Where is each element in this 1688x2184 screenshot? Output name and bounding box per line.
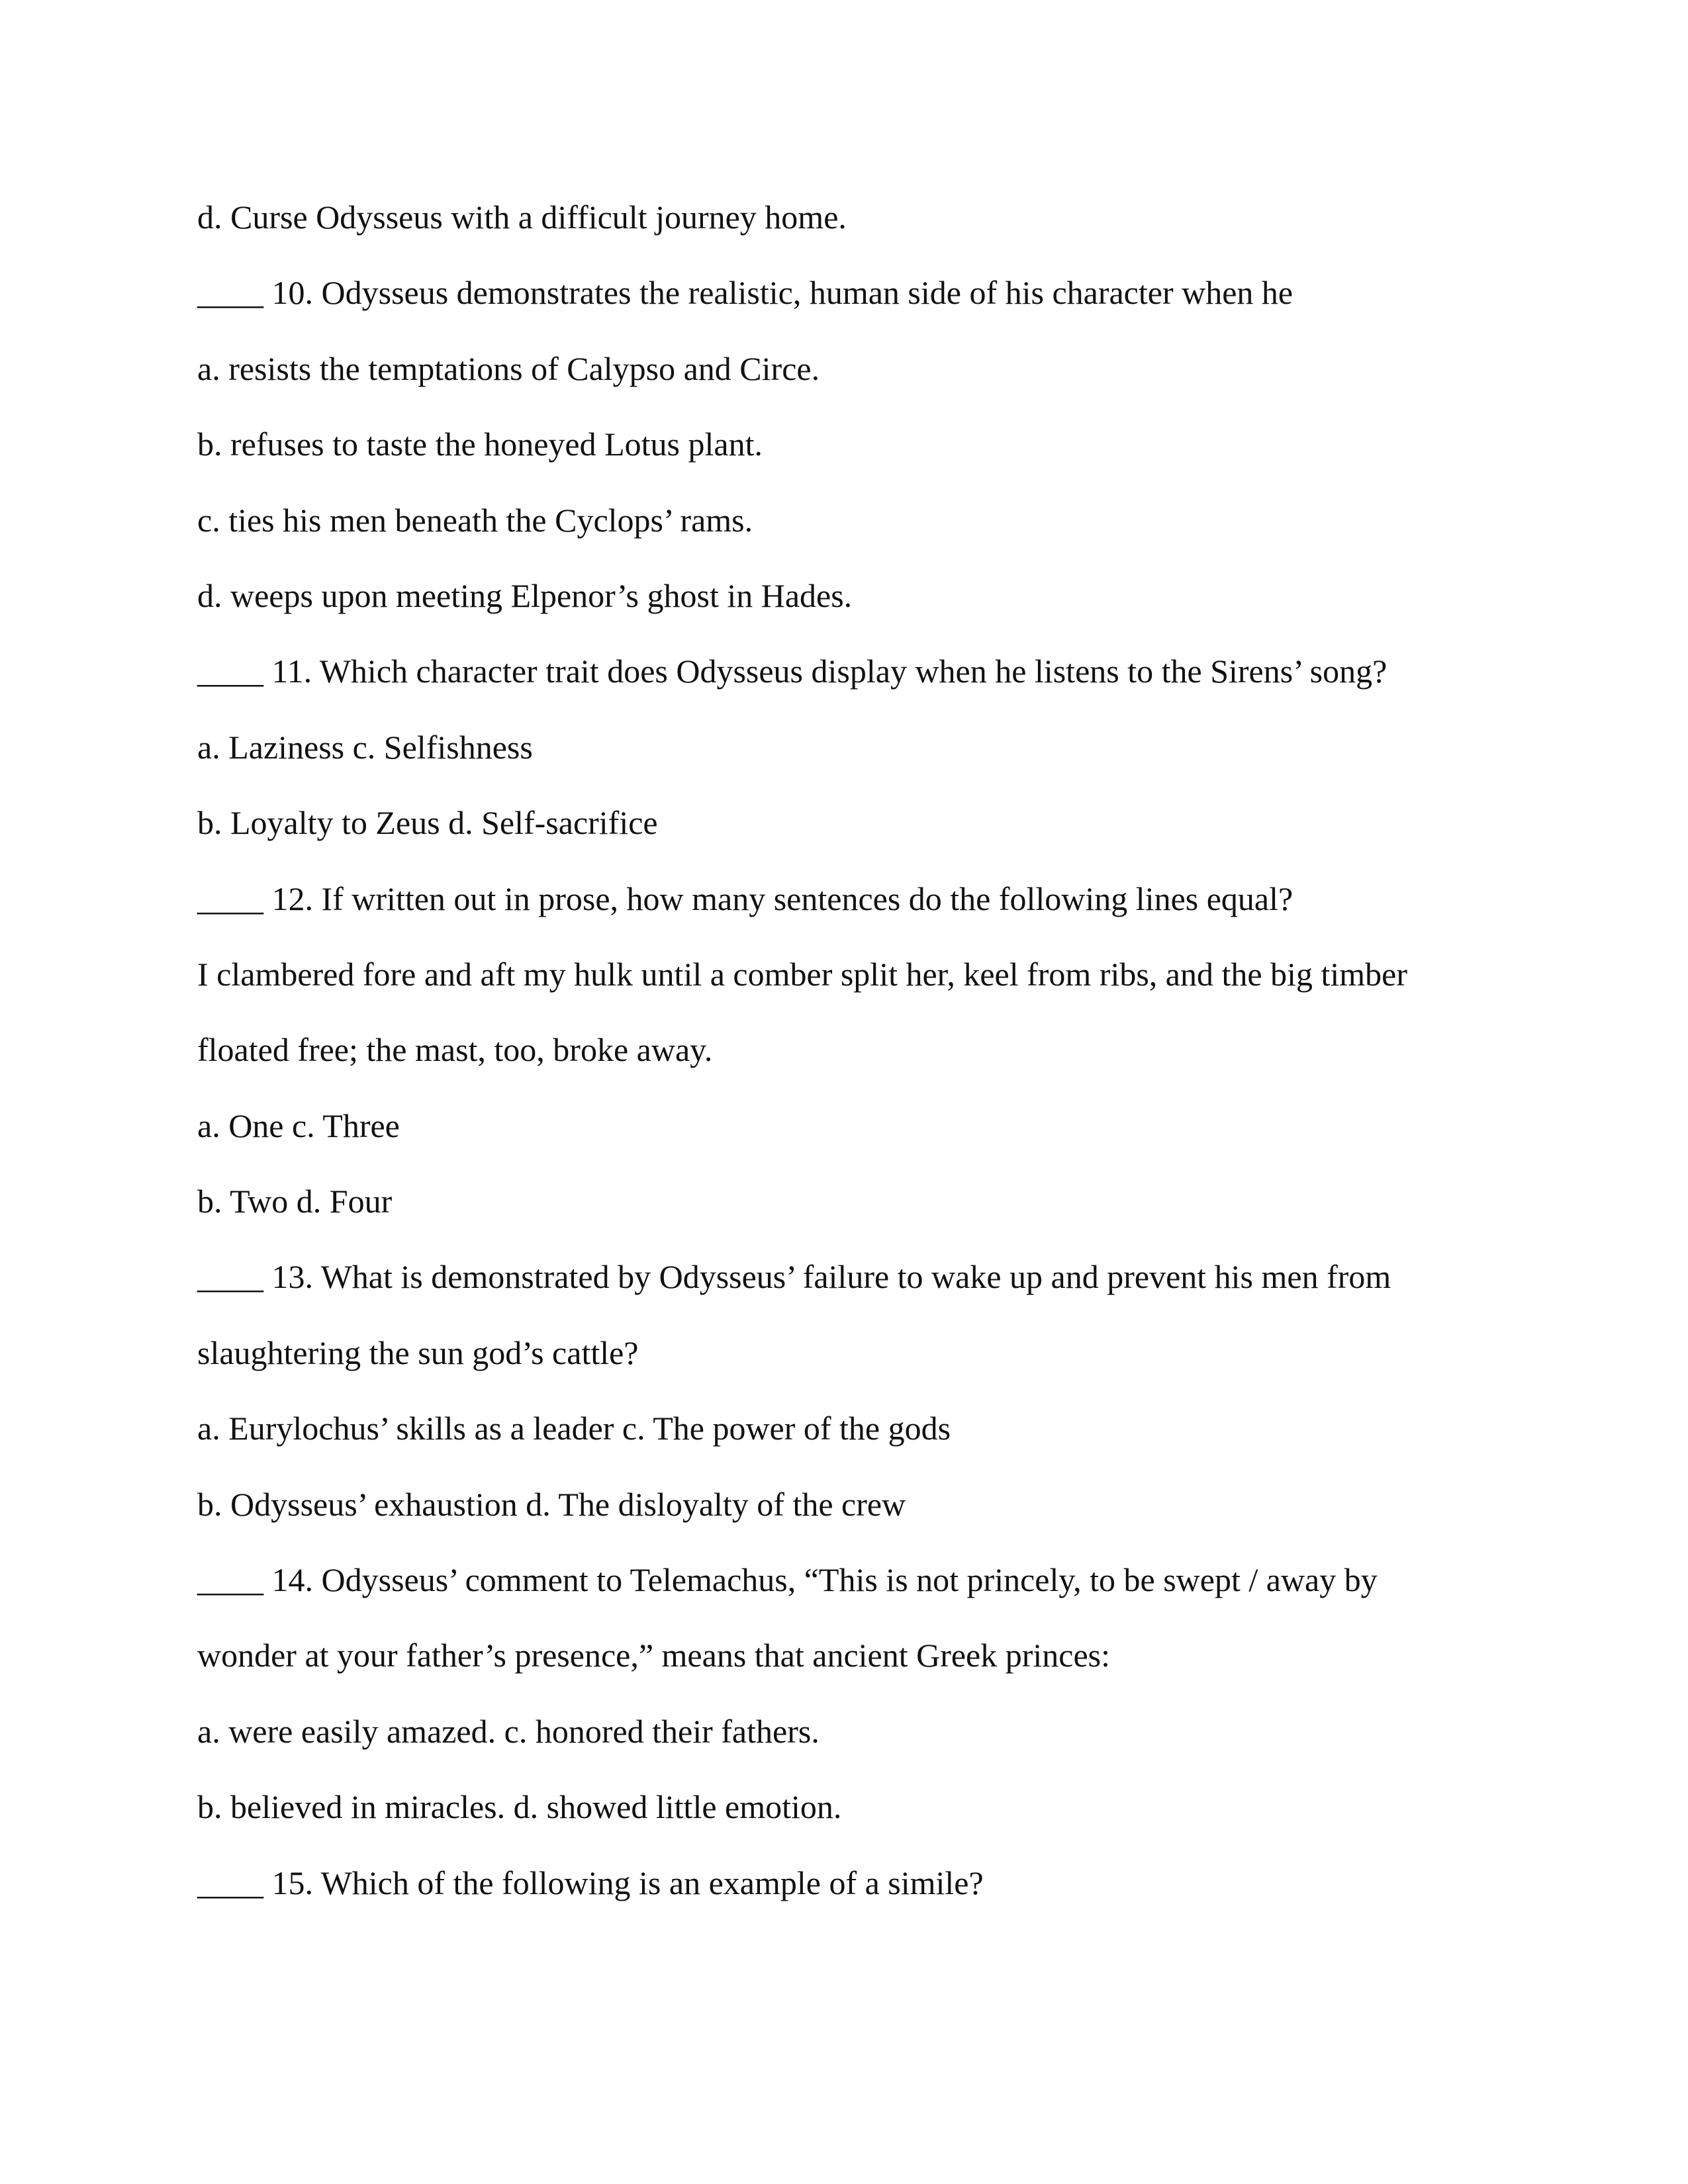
answer-choices-12-ac: a. One c. Three	[197, 1107, 400, 1144]
answer-choice-10c: c. ties his men beneath the Cyclops’ rams.	[197, 501, 753, 539]
question-11: ____ 11. Which character trait does Odysseus display when he listens to the Sirens’ song?	[197, 653, 1387, 690]
answer-choice-10a: a. resists the temptations of Calypso and Circe.	[197, 349, 820, 387]
question-12-quote-line-2: floated free; the mast, too, broke away.	[197, 1031, 713, 1069]
answer-choices-13-ac: a. Eurylochus’ skills as a leader c. The power of the gods	[197, 1410, 951, 1447]
question-13-line-2: slaughtering the sun god’s cattle?	[197, 1334, 639, 1371]
question-10: ____ 10. Odysseus demonstrates the realistic, human side of his character when he	[197, 274, 1293, 312]
answer-choice-10b: b. refuses to taste the honeyed Lotus plant.	[197, 426, 763, 463]
answer-choices-13-bd: b. Odysseus’ exhaustion d. The disloyalty of the crew	[197, 1485, 906, 1523]
question-13-line-1: ____ 13. What is demonstrated by Odysseus’ failure to wake up and prevent his men from	[197, 1258, 1391, 1296]
answer-choice-9d: d. Curse Odysseus with a difficult journey home.	[197, 199, 847, 236]
answer-choices-12-bd: b. Two d. Four	[197, 1183, 393, 1220]
question-12-quote-line-1: I clambered fore and aft my hulk until a comber split her, keel from ribs, and the big timber	[197, 955, 1407, 993]
question-14-line-2: wonder at your father’s presence,” means that ancient Greek princes:	[197, 1637, 1111, 1674]
answer-choices-11-ac: a. Laziness c. Selfishness	[197, 728, 533, 766]
answer-choice-10d: d. weeps upon meeting Elpenor’s ghost in Hades.	[197, 576, 853, 614]
answer-choices-11-bd: b. Loyalty to Zeus d. Self-sacrifice	[197, 804, 658, 842]
quiz-text-block	[197, 193, 1495, 1934]
question-15: ____ 15. Which of the following is an example of a simile?	[197, 1864, 984, 1901]
answer-choices-14-bd: b. believed in miracles. d. showed little emotion.	[197, 1788, 842, 1826]
question-14-line-1: ____ 14. Odysseus’ comment to Telemachus, “This is not princely, to be swept / away by	[197, 1561, 1378, 1599]
question-12: ____ 12. If written out in prose, how many sentences do the following lines equal?	[197, 880, 1293, 917]
answer-choices-14-ac: a. were easily amazed. c. honored their fathers.	[197, 1712, 820, 1750]
